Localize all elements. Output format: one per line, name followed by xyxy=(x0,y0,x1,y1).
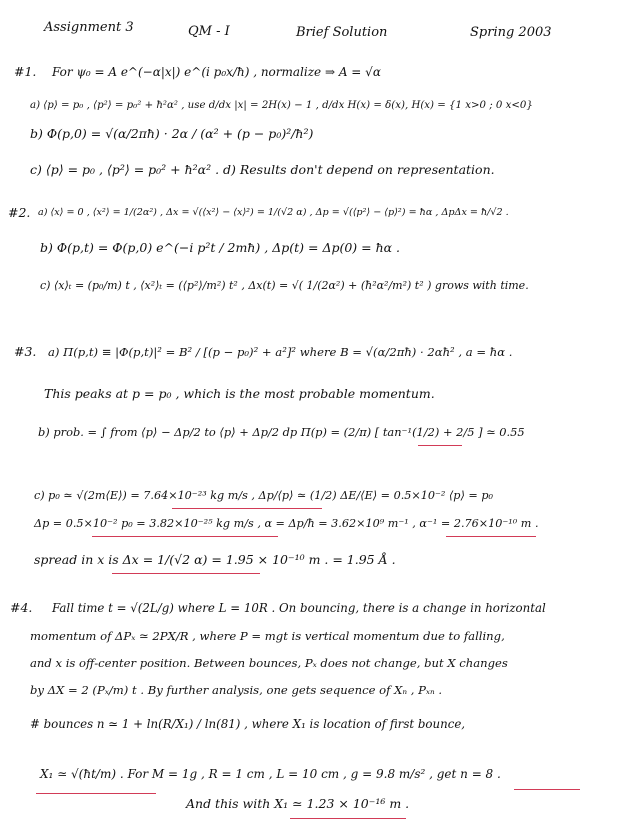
problem-4-line-1: Fall time t = √(2L/g) where L = 10R . On bouncing, there is a change in horizontal xyxy=(52,601,546,615)
problem-3-line-3: b) prob. = ∫ from ⟨p⟩ − Δp/2 to ⟨p⟩ + Δp/2 dp Π(p) = (2/π) [ tan⁻¹(1/2) + 2/5 ] ≃ 0.55 xyxy=(38,425,525,439)
problem-2-line-3: c) ⟨x⟩ₜ = (p₀/m) t , ⟨x²⟩ₜ = (⟨p²⟩/m²) t² , Δx(t) = √( 1/(2α²) + (ħ²α²/m²) t² ) grows with time. xyxy=(40,279,529,292)
problem-3-line-1: a) Π(p,t) ≡ |Φ(p,t)|² = B² / [(p − p₀)² + a²]² where B = √(α/2πħ) · 2αħ² , a = ħα . xyxy=(48,345,513,359)
answer-underline xyxy=(172,508,322,509)
answer-underline xyxy=(290,818,406,819)
course-name: QM - I xyxy=(188,24,230,39)
problem-4-line-4: by ΔX = 2 (Pₓ/m) t . By further analysis, one gets sequence of Xₙ , Pₓₙ . xyxy=(30,683,443,697)
assignment-title: Assignment 3 xyxy=(44,20,134,35)
answer-underline xyxy=(418,445,462,446)
problem-3-line-5: Δp = 0.5×10⁻² p₀ = 3.82×10⁻²⁵ kg m/s , α = Δp/ħ = 3.62×10⁹ m⁻¹ , α⁻¹ = 2.76×10⁻¹⁰ m . xyxy=(34,517,539,530)
answer-underline xyxy=(446,536,536,537)
problem-2-line-2: b) Φ(p,t) = Φ(p,0) e^(−i p²t / 2mħ) , Δp(t) = Δp(0) = ħα . xyxy=(40,240,401,255)
problem-4-label: #4. xyxy=(10,600,33,615)
answer-underline xyxy=(514,789,580,790)
document-subtitle: Brief Solution xyxy=(296,25,388,40)
problem-1-line-1: For ψ₀ = A e^(−α|x|) e^(i p₀x/ħ) , normalize ⇒ A = √α xyxy=(52,65,381,79)
problem-1-line-4: c) ⟨p⟩ = p₀ , ⟨p²⟩ = p₀² + ħ²α² . d) Results don't depend on representation. xyxy=(30,162,495,177)
problem-4-line-3: and x is off-center position. Between bounces, Pₓ does not change, but X changes xyxy=(30,656,508,670)
answer-underline xyxy=(92,536,278,537)
problem-3-line-4: c) p₀ ≃ √(2m⟨E⟩) = 7.64×10⁻²³ kg m/s , Δp/⟨p⟩ ≃ (1/2) ΔE/⟨E⟩ = 0.5×10⁻² ⟨p⟩ = p₀ xyxy=(34,489,493,502)
problem-1-line-3: b) Φ(p,0) = √(α/2πħ) · 2α / (α² + (p − p₀)²/ħ²) xyxy=(30,126,314,141)
problem-4-line-5: # bounces n ≃ 1 + ln(R/X₁) / ln(81) , where X₁ is location of first bounce, xyxy=(30,717,466,731)
problem-2-line-1: a) ⟨x⟩ = 0 , ⟨x²⟩ = 1/(2α²) , Δx = √(⟨x²⟩ − ⟨x⟩²) = 1/(√2 α) , Δp = √(⟨p²⟩ − ⟨p⟩²) = ħα , ΔpΔx = ħ/√2 . xyxy=(38,207,509,218)
problem-1-label: #1. xyxy=(14,64,37,79)
problem-4-line-7: And this with X₁ ≃ 1.23 × 10⁻¹⁶ m . xyxy=(186,796,410,811)
problem-3-line-2: This peaks at p = p₀ , which is the most probable momentum. xyxy=(44,386,435,401)
answer-underline xyxy=(36,793,156,794)
problem-3-label: #3. xyxy=(14,344,37,359)
answer-underline xyxy=(112,573,260,574)
problem-3-line-6: spread in x is Δx = 1/(√2 α) = 1.95 × 10⁻¹⁰ m . = 1.95 Å . xyxy=(34,552,396,567)
problem-2-label: #2. xyxy=(8,205,31,220)
term-label: Spring 2003 xyxy=(470,25,552,40)
problem-4-line-2: momentum of ΔPₓ ≃ 2PX/R , where P = mgt is vertical momentum due to falling, xyxy=(30,629,505,643)
problem-4-line-6: X₁ ≃ √(ħt/m) . For M = 1g , R = 1 cm , L = 10 cm , g = 9.8 m/s² , get n = 8 . xyxy=(40,767,501,781)
problem-1-line-2: a) ⟨p⟩ = p₀ , ⟨p²⟩ = p₀² + ħ²α² , use d/dx |x| = 2H(x) − 1 , d/dx H(x) = δ(x), H(x) = {1 x>0 ; 0 x<0} xyxy=(30,100,533,111)
